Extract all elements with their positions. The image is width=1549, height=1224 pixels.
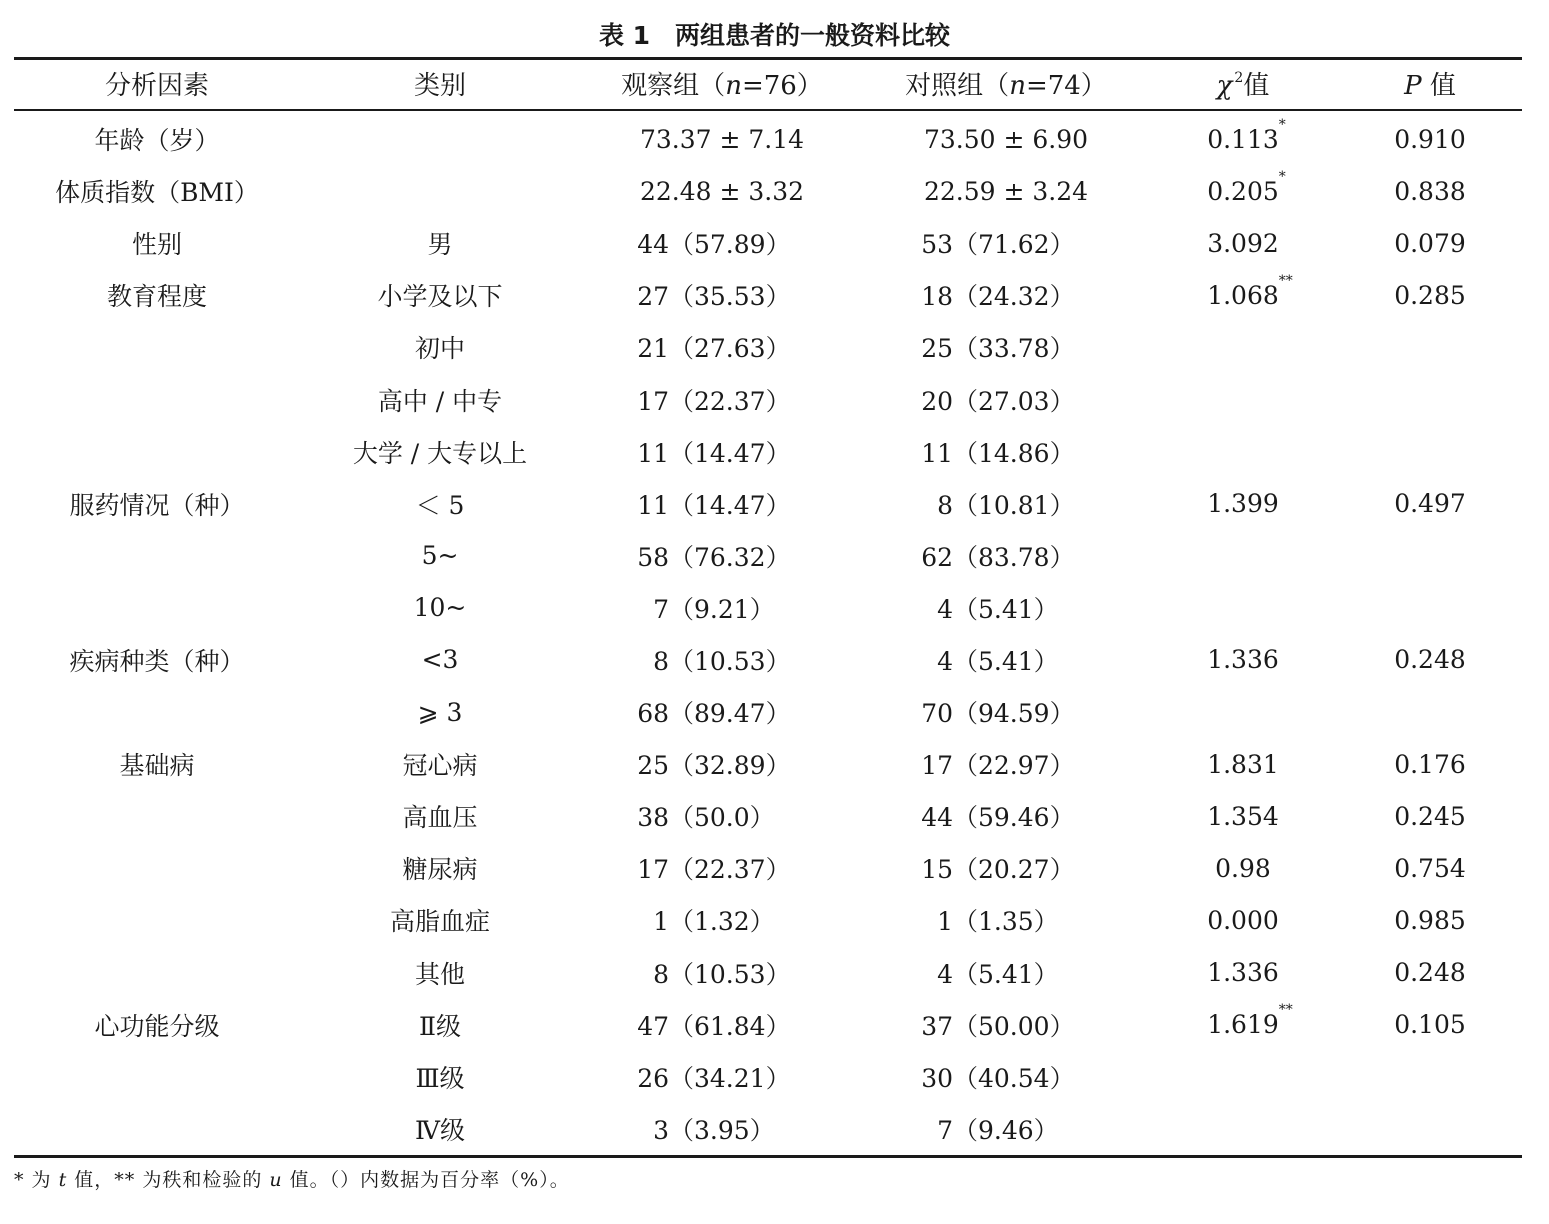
control-percent: （9.46）	[953, 1115, 1059, 1145]
control-count: 53	[921, 230, 953, 260]
control-percent: （20.27）	[953, 855, 1075, 885]
table-row	[14, 582, 1522, 634]
observation-percent: （10.53）	[669, 646, 791, 676]
table-row	[14, 686, 1522, 738]
category-cell	[300, 217, 580, 269]
p-value-cell	[1338, 686, 1522, 738]
control-count: 18	[921, 282, 953, 312]
factor-text: 疾病种类（种）	[69, 646, 245, 676]
p-value: 0.838	[1394, 176, 1466, 206]
control-percent: （40.54）	[953, 1063, 1075, 1093]
control-count: 7	[937, 1115, 953, 1145]
category-text: Ⅳ级	[415, 1115, 465, 1145]
category-cell	[300, 321, 580, 373]
chi-value-cell	[1148, 634, 1338, 686]
p-value-cell	[1338, 478, 1522, 530]
p-value-cell	[1338, 999, 1522, 1051]
table-row	[14, 842, 1522, 894]
p-value-cell	[1338, 947, 1522, 999]
p-value: 0.176	[1394, 749, 1466, 779]
category-cell	[300, 790, 580, 842]
observation-count: 44	[637, 230, 669, 260]
control-count: 1	[937, 907, 953, 937]
control-percent: （10.81）	[953, 490, 1075, 520]
table-row	[14, 1051, 1522, 1103]
p-value-cell	[1338, 738, 1522, 790]
p-value: 0.245	[1394, 801, 1466, 831]
chi-value-cell	[1148, 109, 1338, 165]
observation-value-cell	[580, 842, 864, 894]
table-row	[14, 894, 1522, 946]
observation-count: 17	[637, 855, 669, 885]
control-value-cell	[864, 999, 1148, 1051]
p-value-cell	[1338, 530, 1522, 582]
control-value-cell	[864, 634, 1148, 686]
table-body	[14, 109, 1522, 1155]
control-count: 8	[937, 490, 953, 520]
control-percent: （1.35）	[953, 907, 1059, 937]
control-value-cell	[864, 738, 1148, 790]
observation-value-cell	[580, 165, 864, 217]
category-cell	[300, 165, 580, 217]
control-count: 11	[921, 438, 953, 468]
header-observation-group: 观察组（n=76）	[621, 71, 823, 101]
chi-value-cell	[1148, 738, 1338, 790]
factor-cell	[14, 999, 300, 1051]
control-value-cell	[864, 217, 1148, 269]
observation-count: 8	[653, 959, 669, 989]
observation-value-cell	[580, 790, 864, 842]
table-header-row	[14, 58, 1522, 109]
observation-count: 27	[637, 282, 669, 312]
factor-cell	[14, 738, 300, 790]
table-row	[14, 269, 1522, 321]
control-percent: （33.78）	[953, 334, 1075, 364]
control-value-cell	[864, 790, 1148, 842]
observation-value-cell	[580, 686, 864, 738]
observation-percent: （14.47）	[669, 490, 791, 520]
observation-count: 11	[637, 490, 669, 520]
factor-cell	[14, 217, 300, 269]
control-value-cell	[864, 426, 1148, 478]
p-value-cell	[1338, 217, 1522, 269]
observation-value-cell	[580, 582, 864, 634]
p-value: 0.248	[1394, 958, 1466, 988]
chi-value-cell	[1148, 217, 1338, 269]
category-cell	[300, 842, 580, 894]
control-percent: （83.78）	[953, 542, 1075, 572]
p-value-cell	[1338, 426, 1522, 478]
category-cell	[300, 530, 580, 582]
control-value-cell	[864, 894, 1148, 946]
chi-value-cell	[1148, 321, 1338, 373]
chi-value: 1.336	[1207, 645, 1279, 675]
p-value: 0.754	[1394, 853, 1466, 883]
observation-count: 21	[637, 334, 669, 364]
control-percent: （50.00）	[953, 1011, 1075, 1041]
control-count: 15	[921, 855, 953, 885]
p-value-cell	[1338, 894, 1522, 946]
control-count: 4	[937, 646, 953, 676]
category-cell	[300, 894, 580, 946]
factor-cell	[14, 842, 300, 894]
chi-value-cell	[1148, 894, 1338, 946]
factor-cell	[14, 426, 300, 478]
control-count: 70	[921, 699, 953, 729]
category-cell	[300, 478, 580, 530]
observation-value-cell	[580, 947, 864, 999]
p-value: 0.285	[1394, 280, 1466, 310]
chi-value-cell	[1148, 582, 1338, 634]
category-text: 高血压	[402, 803, 478, 833]
factor-text: 性别	[131, 230, 182, 260]
control-value-cell	[864, 109, 1148, 165]
category-cell	[300, 686, 580, 738]
category-text: <3	[421, 645, 459, 675]
header-p-value: P 值	[1404, 71, 1456, 101]
control-count: 20	[921, 386, 953, 416]
category-text: 其他	[414, 959, 465, 989]
observation-percent: （35.53）	[669, 282, 791, 312]
observation-count: 8	[653, 646, 669, 676]
observation-count: 68	[637, 699, 669, 729]
chi-value: 0.205	[1207, 176, 1279, 206]
factor-cell	[14, 373, 300, 425]
observation-value-cell	[580, 999, 864, 1051]
control-count: 37	[921, 1011, 953, 1041]
category-text: ＜ 5	[415, 490, 465, 520]
chi-value-cell	[1148, 426, 1338, 478]
category-text: 糖尿病	[402, 855, 478, 885]
observation-mean-sd: 22.48 ± 3.32	[639, 176, 805, 206]
chi-value-cell	[1148, 999, 1338, 1051]
category-cell	[300, 1051, 580, 1103]
table-row	[14, 947, 1522, 999]
factor-cell	[14, 1051, 300, 1103]
factor-cell	[14, 530, 300, 582]
chi-value-cell	[1148, 1051, 1338, 1103]
observation-percent: （89.47）	[669, 699, 791, 729]
table-row	[14, 634, 1522, 686]
control-percent: （5.41）	[953, 594, 1059, 624]
observation-percent: （10.53）	[669, 959, 791, 989]
category-text: 高脂血症	[389, 907, 490, 937]
control-count: 30	[921, 1063, 953, 1093]
p-value: 0.910	[1394, 124, 1466, 154]
table-title: 表 1 两组患者的一般资料比较	[598, 21, 951, 50]
p-value: 0.105	[1394, 1010, 1466, 1040]
header-control-group: 对照组（n=74）	[905, 71, 1107, 101]
observation-percent: （14.47）	[669, 438, 791, 468]
control-value-cell	[864, 269, 1148, 321]
p-value: 0.248	[1394, 645, 1466, 675]
category-text: 男	[427, 230, 453, 260]
observation-value-cell	[580, 426, 864, 478]
category-cell	[300, 109, 580, 165]
header-category: 类别	[413, 71, 466, 101]
chi-value-cell	[1148, 1103, 1338, 1155]
p-value-cell	[1338, 109, 1522, 165]
factor-text: 教育程度	[106, 282, 207, 312]
p-value-cell	[1338, 1103, 1522, 1155]
footnote: * 为 t 值，** 为秩和检验的 u 值。（）内数据为百分率（%）。	[14, 1169, 570, 1191]
category-text: 10~	[413, 593, 467, 623]
observation-percent: （9.21）	[669, 594, 775, 624]
control-value-cell	[864, 842, 1148, 894]
p-value: 0.497	[1394, 489, 1466, 519]
factor-cell	[14, 165, 300, 217]
factor-cell	[14, 582, 300, 634]
table-row	[14, 738, 1522, 790]
category-cell	[300, 999, 580, 1051]
observation-percent: （57.89）	[669, 230, 791, 260]
category-text: 冠心病	[402, 751, 478, 781]
test-marker: *	[1278, 116, 1286, 133]
category-text: 高中 / 中专	[377, 386, 503, 416]
table-row	[14, 165, 1522, 217]
category-cell	[300, 634, 580, 686]
factor-text: 服药情况（种）	[69, 490, 245, 520]
factor-cell	[14, 686, 300, 738]
chi-value: 0.98	[1215, 853, 1271, 883]
chi-value-cell	[1148, 947, 1338, 999]
control-value-cell	[864, 582, 1148, 634]
category-cell	[300, 269, 580, 321]
category-cell	[300, 582, 580, 634]
observation-count: 26	[637, 1063, 669, 1093]
p-value-cell	[1338, 1051, 1522, 1103]
table-row	[14, 321, 1522, 373]
chi-value: 0.000	[1207, 905, 1279, 935]
factor-cell	[14, 109, 300, 165]
chi-value-cell	[1148, 686, 1338, 738]
factor-cell	[14, 634, 300, 686]
category-cell	[300, 738, 580, 790]
control-percent: （5.41）	[953, 959, 1059, 989]
header-chi-square: χ $^2$值	[1216, 70, 1270, 101]
comparison-table	[14, 58, 1522, 1155]
observation-value-cell	[580, 321, 864, 373]
chi-value-cell	[1148, 842, 1338, 894]
control-value-cell	[864, 947, 1148, 999]
control-value-cell	[864, 165, 1148, 217]
category-text: 5~	[421, 541, 459, 571]
observation-percent: （27.63）	[669, 334, 791, 364]
factor-cell	[14, 790, 300, 842]
observation-percent: （3.95）	[669, 1115, 775, 1145]
observation-value-cell	[580, 530, 864, 582]
table-row	[14, 426, 1522, 478]
control-value-cell	[864, 478, 1148, 530]
p-value-cell	[1338, 634, 1522, 686]
table-row	[14, 109, 1522, 165]
p-value: 0.985	[1394, 905, 1466, 935]
control-count: 62	[921, 542, 953, 572]
factor-cell	[14, 478, 300, 530]
observation-count: 25	[637, 751, 669, 781]
chi-value: 1.068	[1207, 280, 1279, 310]
control-count: 17	[921, 751, 953, 781]
observation-percent: （32.89）	[669, 751, 791, 781]
chi-value: 1.831	[1207, 749, 1279, 779]
category-cell	[300, 1103, 580, 1155]
category-text: 大学 / 大专以上	[352, 438, 528, 468]
observation-value-cell	[580, 217, 864, 269]
observation-count: 1	[653, 907, 669, 937]
control-count: 44	[921, 803, 953, 833]
chi-value-cell	[1148, 269, 1338, 321]
chi-value-cell	[1148, 790, 1338, 842]
category-cell	[300, 947, 580, 999]
observation-value-cell	[580, 634, 864, 686]
table-row	[14, 530, 1522, 582]
observation-percent: （61.84）	[669, 1011, 791, 1041]
observation-percent: （22.37）	[669, 855, 791, 885]
control-value-cell	[864, 373, 1148, 425]
test-marker: **	[1278, 272, 1293, 289]
header-factor: 分析因素	[104, 71, 209, 101]
observation-percent: （1.32）	[669, 907, 775, 937]
observation-value-cell	[580, 109, 864, 165]
control-value-cell	[864, 321, 1148, 373]
observation-value-cell	[580, 269, 864, 321]
observation-count: 17	[637, 386, 669, 416]
p-value-cell	[1338, 790, 1522, 842]
control-percent: （59.46）	[953, 803, 1075, 833]
p-value-cell	[1338, 269, 1522, 321]
control-count: 25	[921, 334, 953, 364]
control-percent: （5.41）	[953, 646, 1059, 676]
control-value-cell	[864, 686, 1148, 738]
factor-text: 心功能分级	[94, 1011, 220, 1041]
factor-cell	[14, 1103, 300, 1155]
category-text: ⩾ 3	[417, 697, 463, 727]
control-count: 4	[937, 959, 953, 989]
control-value-cell	[864, 1103, 1148, 1155]
observation-value-cell	[580, 894, 864, 946]
p-value-cell	[1338, 321, 1522, 373]
table-row	[14, 790, 1522, 842]
table-row	[14, 1103, 1522, 1155]
factor-text: 年龄（岁）	[94, 126, 220, 156]
control-mean-sd: 73.50 ± 6.90	[923, 124, 1089, 154]
observation-value-cell	[580, 478, 864, 530]
category-cell	[300, 426, 580, 478]
control-percent: （71.62）	[953, 230, 1075, 260]
table-row	[14, 217, 1522, 269]
p-value-cell	[1338, 373, 1522, 425]
test-marker: **	[1278, 1002, 1293, 1019]
chi-value-cell	[1148, 373, 1338, 425]
table-row	[14, 478, 1522, 530]
observation-count: 58	[637, 542, 669, 572]
table-row	[14, 999, 1522, 1051]
factor-cell	[14, 894, 300, 946]
observation-count: 38	[637, 803, 669, 833]
factor-cell	[14, 947, 300, 999]
observation-value-cell	[580, 373, 864, 425]
category-text: Ⅲ级	[415, 1063, 465, 1093]
control-value-cell	[864, 530, 1148, 582]
chi-value: 1.399	[1207, 489, 1279, 519]
factor-cell	[14, 269, 300, 321]
control-count: 4	[937, 594, 953, 624]
control-mean-sd: 22.59 ± 3.24	[923, 176, 1089, 206]
chi-value: 0.113	[1207, 124, 1279, 154]
observation-percent: （50.0）	[669, 803, 775, 833]
observation-percent: （76.32）	[669, 542, 791, 572]
chi-value-cell	[1148, 530, 1338, 582]
category-text: Ⅱ级	[419, 1011, 461, 1041]
observation-count: 3	[653, 1115, 669, 1145]
observation-mean-sd: 73.37 ± 7.14	[639, 124, 805, 154]
observation-value-cell	[580, 1051, 864, 1103]
category-text: 初中	[414, 334, 465, 364]
chi-value: 1.336	[1207, 958, 1279, 988]
control-percent: （22.97）	[953, 751, 1075, 781]
table-row	[14, 373, 1522, 425]
test-marker: *	[1278, 168, 1286, 185]
observation-percent: （22.37）	[669, 386, 791, 416]
category-cell	[300, 373, 580, 425]
control-percent: （24.32）	[953, 282, 1075, 312]
observation-count: 47	[637, 1011, 669, 1041]
chi-value: 1.354	[1207, 801, 1279, 831]
p-value-cell	[1338, 582, 1522, 634]
observation-count: 7	[653, 594, 669, 624]
control-percent: （27.03）	[953, 386, 1075, 416]
factor-cell	[14, 321, 300, 373]
p-value-cell	[1338, 842, 1522, 894]
category-text: 小学及以下	[377, 282, 503, 312]
factor-text: 基础病	[119, 751, 195, 781]
p-value-cell	[1338, 165, 1522, 217]
chi-value: 1.619	[1207, 1010, 1279, 1040]
chi-value-cell	[1148, 165, 1338, 217]
control-percent: （14.86）	[953, 438, 1075, 468]
chi-value: 3.092	[1207, 228, 1279, 258]
observation-percent: （34.21）	[669, 1063, 791, 1093]
observation-value-cell	[580, 1103, 864, 1155]
bottom-rule	[14, 1155, 1522, 1158]
observation-count: 11	[637, 438, 669, 468]
factor-text: 体质指数（BMI）	[55, 178, 259, 208]
control-value-cell	[864, 1051, 1148, 1103]
control-percent: （94.59）	[953, 699, 1075, 729]
p-value: 0.079	[1394, 228, 1466, 258]
observation-value-cell	[580, 738, 864, 790]
chi-value-cell	[1148, 478, 1338, 530]
